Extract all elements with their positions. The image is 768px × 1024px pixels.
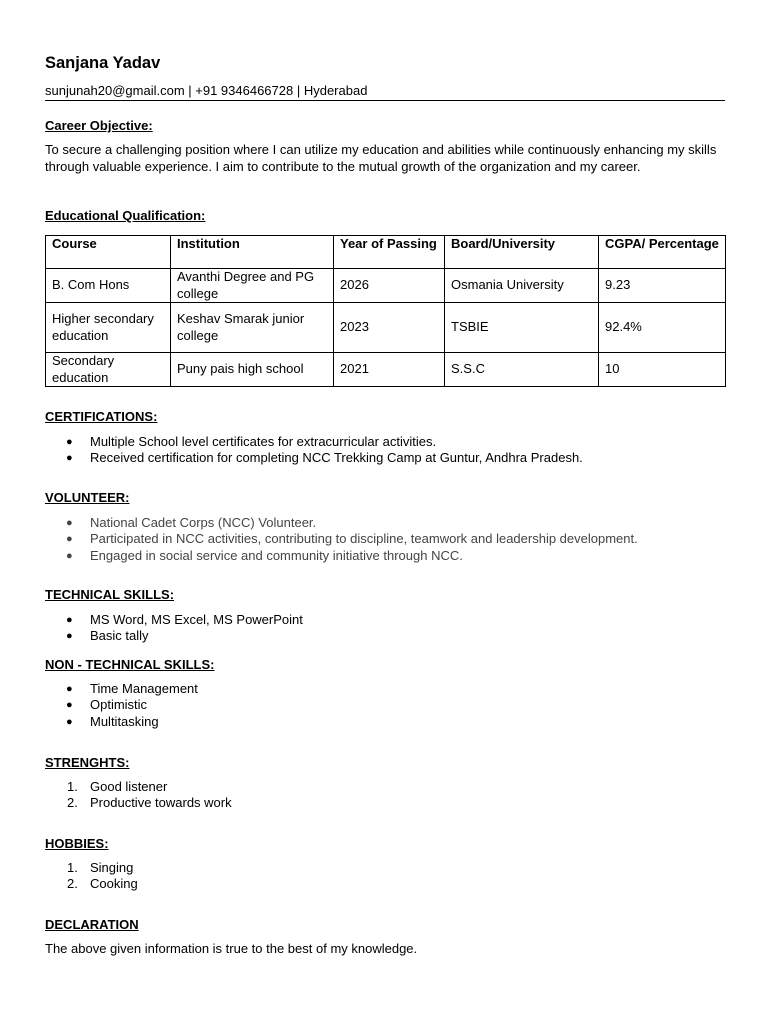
table-row — [46, 303, 726, 353]
table-cell: 9.23 — [599, 269, 726, 303]
technical-skills-list — [45, 612, 725, 645]
non-technical-skills-heading: NON - TECHNICAL SKILLS: — [45, 657, 215, 672]
column-header-institution: Institution — [171, 236, 334, 269]
table-cell: B. Com Hons — [46, 269, 171, 303]
non-technical-skills-list — [45, 681, 725, 730]
column-header-year: Year of Passing — [334, 236, 445, 269]
column-header-board: Board/University — [445, 236, 599, 269]
table-header-row — [46, 236, 726, 269]
table-cell: 2023 — [334, 303, 445, 353]
table-cell: 2021 — [334, 353, 445, 387]
education-table — [45, 235, 726, 387]
career-objective-heading: Career Objective: — [45, 118, 153, 133]
table-cell: 10 — [599, 353, 726, 387]
list-item: ● Time Management — [45, 681, 725, 697]
table-row — [46, 353, 726, 387]
certifications-heading: CERTIFICATIONS: — [45, 409, 158, 424]
strengths-heading: STRENGHTS: — [45, 755, 130, 770]
list-item: ● Received certification for completing NCC Trekking Camp at Guntur, Andhra Pradesh. — [45, 450, 725, 466]
list-item: ● Basic tally — [45, 628, 725, 644]
education-heading: Educational Qualification: — [45, 208, 206, 223]
list-item: Good listener — [90, 779, 168, 794]
table-row — [46, 269, 726, 303]
table-cell: Osmania University — [445, 269, 599, 303]
list-item: ● Participated in NCC activities, contributing to discipline, teamwork and leadership development. — [45, 531, 725, 547]
list-item: ● Optimistic — [45, 697, 725, 713]
column-header-cgpa: CGPA/ Percentage — [599, 236, 726, 269]
list-item: ● MS Word, MS Excel, MS PowerPoint — [45, 612, 725, 628]
table-cell: Puny pais high school — [171, 353, 334, 387]
table-cell: S.S.C — [445, 353, 599, 387]
list-item: Productive towards work — [90, 795, 232, 811]
table-cell: 92.4% — [599, 303, 726, 353]
candidate-name: Sanjana Yadav — [45, 54, 161, 72]
list-item: ● Engaged in social service and community initiative through NCC. — [45, 548, 725, 564]
hobbies-list — [45, 860, 725, 893]
list-item: ● Multiple School level certificates for extracurricular activities. — [45, 434, 725, 450]
table-cell: Higher secondary education — [46, 303, 171, 353]
table-cell: Secondary education — [46, 353, 171, 387]
table-cell: TSBIE — [445, 303, 599, 353]
table-cell: Keshav Smarak junior college — [171, 303, 334, 353]
hobbies-heading: HOBBIES: — [45, 836, 109, 851]
list-item: Cooking — [90, 876, 138, 892]
table-cell: 2026 — [334, 269, 445, 303]
certifications-list — [45, 434, 725, 467]
career-objective-text: To secure a challenging position where I can utilize my education and abilities while continuously enhancing my skills through valuable experience. I aim to contribute to the mutual growth of the organization and my career. — [45, 142, 717, 174]
list-item: ● Multitasking — [45, 714, 725, 730]
table-cell: Avanthi Degree and PG college — [171, 269, 334, 303]
column-header-course: Course — [46, 236, 171, 269]
declaration-text: The above given information is true to the best of my knowledge. — [45, 941, 418, 956]
volunteer-heading: VOLUNTEER: — [45, 490, 130, 505]
list-item: Singing — [90, 860, 134, 875]
list-item: ● National Cadet Corps (NCC) Volunteer. — [45, 515, 725, 531]
volunteer-list — [45, 515, 725, 564]
technical-skills-heading: TECHNICAL SKILLS: — [45, 587, 175, 602]
contact-line: sunjunah20@gmail.com | +91 9346466728 | Hyderabad — [45, 83, 725, 101]
declaration-heading: DECLARATION — [45, 917, 139, 932]
strengths-list — [45, 779, 725, 812]
